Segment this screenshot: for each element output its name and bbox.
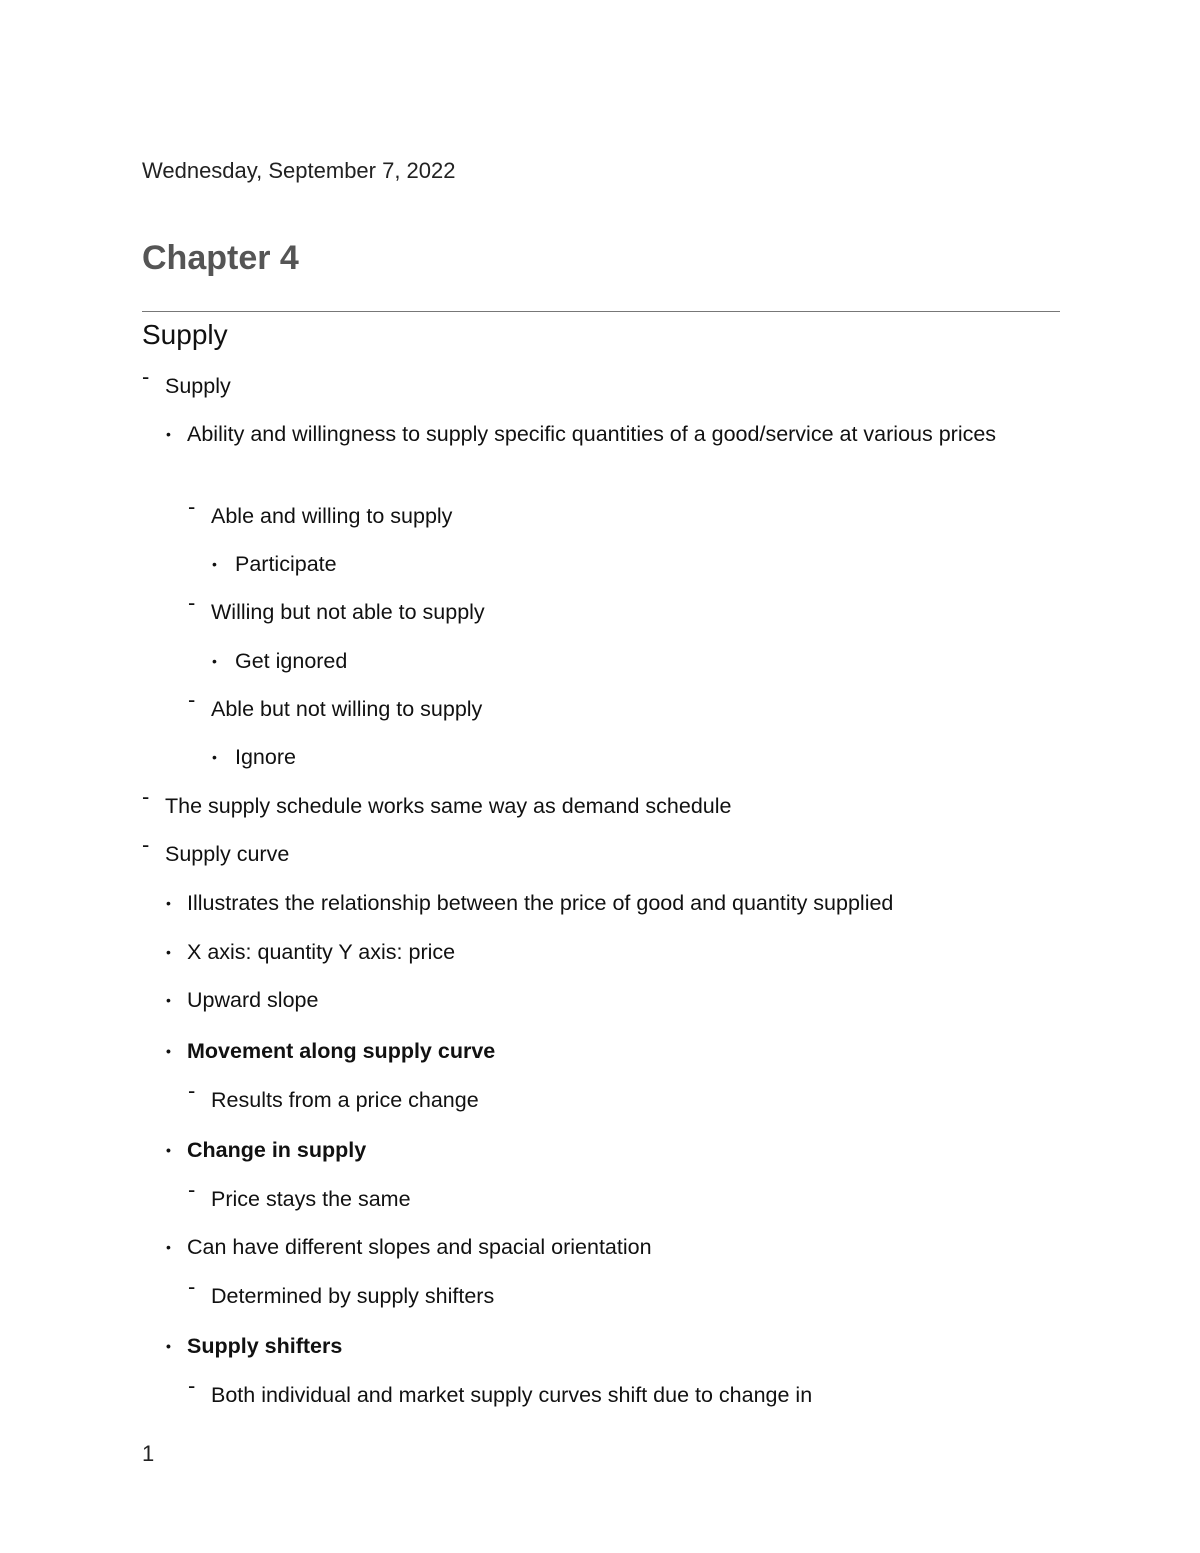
outline-item xyxy=(142,832,1042,870)
outline-item xyxy=(166,1231,1042,1263)
bullet-marker: • xyxy=(166,1239,171,1255)
dash-marker: - xyxy=(188,494,196,519)
outline-item-text: Results from a price change xyxy=(211,1088,479,1112)
bullet-marker: • xyxy=(212,556,217,572)
outline-item xyxy=(188,1274,1042,1312)
bullet-marker: • xyxy=(166,1142,171,1158)
outline-item-text: Able and willing to supply xyxy=(211,504,453,528)
outline-item xyxy=(166,418,1042,450)
outline-item xyxy=(142,364,1042,402)
outline-item xyxy=(188,1177,1042,1215)
outline-item-text: Supply curve xyxy=(165,842,290,866)
outline-item xyxy=(188,1078,1042,1116)
outline-item-text: Ability and willingness to supply specific quantities of a good/service at various prices xyxy=(187,422,997,446)
bullet-marker: • xyxy=(166,895,171,911)
outline-item xyxy=(166,887,1042,919)
outline-item xyxy=(188,687,1042,725)
bullet-marker: • xyxy=(166,992,171,1008)
outline-item-text: Determined by supply shifters xyxy=(211,1284,495,1308)
document-date: Wednesday, September 7, 2022 xyxy=(142,158,456,183)
outline-item-text: Upward slope xyxy=(187,988,319,1012)
outline-item xyxy=(188,1373,1042,1411)
outline-item xyxy=(212,548,1042,580)
dash-marker: - xyxy=(188,1373,196,1398)
bullet-marker: • xyxy=(212,749,217,765)
outline-item-text: Can have different slopes and spacial orientation xyxy=(187,1235,652,1259)
bullet-marker: • xyxy=(166,944,171,960)
chapter-title: Chapter 4 xyxy=(142,239,299,277)
outline-item xyxy=(212,741,1042,773)
outline-item-text: Able but not willing to supply xyxy=(211,697,483,721)
outline-item xyxy=(166,984,1042,1016)
outline-item xyxy=(142,784,1042,822)
outline-item-text: Illustrates the relationship between the price of good and quantity supplied xyxy=(187,891,894,915)
outline-item-text: Supply shifters xyxy=(187,1334,343,1358)
outline-item xyxy=(188,494,1042,532)
outline-item-text: Both individual and market supply curves shift due to change in xyxy=(211,1383,813,1407)
outline-item-text: Price stays the same xyxy=(211,1187,411,1211)
outline-item-text: Supply xyxy=(165,374,231,398)
page-number: 1 xyxy=(142,1441,155,1466)
outline-item-text: Willing but not able to supply xyxy=(211,600,485,624)
dash-marker: - xyxy=(142,832,150,857)
bullet-marker: • xyxy=(166,1338,171,1354)
dash-marker: - xyxy=(188,1078,196,1103)
dash-marker: - xyxy=(142,364,150,389)
outline-item xyxy=(166,936,1042,968)
outline-item-text: Get ignored xyxy=(235,649,348,673)
outline-item xyxy=(166,1134,1042,1166)
dash-marker: - xyxy=(188,687,196,712)
bullet-marker: • xyxy=(166,426,171,442)
dash-marker: - xyxy=(188,590,196,615)
dash-marker: - xyxy=(188,1177,196,1202)
outline-item-text: Ignore xyxy=(235,745,296,769)
horizontal-divider xyxy=(142,311,1060,312)
outline-item-text: Movement along supply curve xyxy=(187,1039,496,1063)
outline-item xyxy=(188,590,1042,628)
dash-marker: - xyxy=(142,784,150,809)
outline-item-text: X axis: quantity Y axis: price xyxy=(187,940,456,964)
outline-item xyxy=(166,1330,1042,1362)
outline-item xyxy=(212,645,1042,677)
section-title: Supply xyxy=(142,319,228,350)
bullet-marker: • xyxy=(212,653,217,669)
bullet-marker: • xyxy=(166,1043,171,1059)
outline-item-text: The supply schedule works same way as demand schedule xyxy=(165,794,732,818)
outline-item xyxy=(166,1035,1042,1067)
dash-marker: - xyxy=(188,1274,196,1299)
outline-item-text: Change in supply xyxy=(187,1138,367,1162)
outline-item-text: Participate xyxy=(235,552,337,576)
